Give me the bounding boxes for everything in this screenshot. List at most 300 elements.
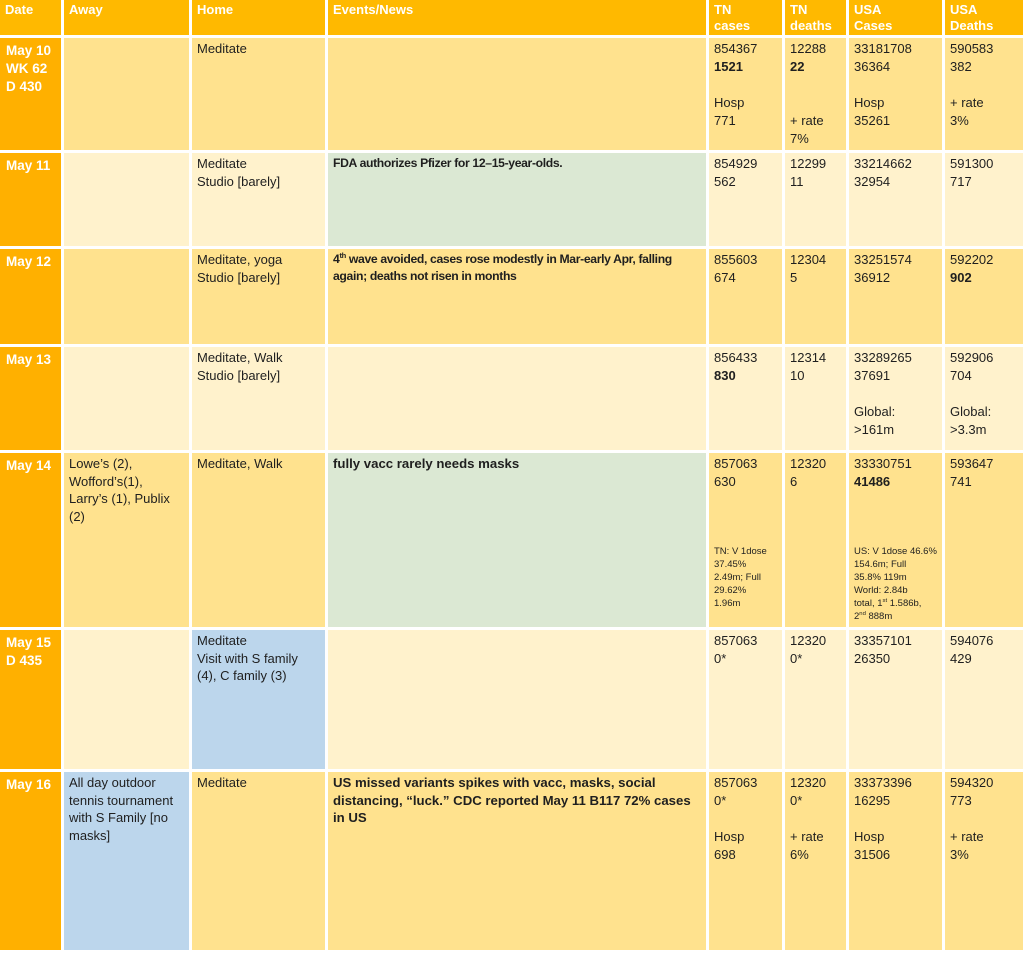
stat-line (714, 792, 777, 810)
tn-deaths-cell[interactable] (784, 771, 848, 952)
date-line: May 11 (6, 158, 51, 173)
stat-line (714, 584, 777, 597)
home-cell[interactable] (191, 248, 327, 346)
stat-line (854, 810, 937, 828)
stat-line (854, 571, 937, 584)
stat-line (790, 130, 841, 148)
col-header-usa-cases[interactable] (848, 0, 944, 37)
stat-line (714, 173, 777, 191)
home-line: Meditate, Walk (197, 350, 283, 365)
text-segment: 888m (865, 611, 893, 622)
text-segment: 5 (790, 270, 798, 285)
stat-line (950, 173, 1023, 191)
stat-line (790, 269, 841, 287)
date-line: May 13 (6, 352, 52, 367)
col-header-label: TN (714, 2, 732, 17)
text-segment: 593647 (950, 456, 994, 471)
text-segment: Hosp (854, 829, 885, 844)
stat-line (950, 632, 1023, 650)
stat-line (790, 473, 841, 491)
stat-line (714, 269, 777, 287)
stat-line (790, 792, 841, 810)
text-segment: total, 1 (854, 598, 883, 609)
tn-cases-cell[interactable] (708, 452, 784, 629)
stat-line (854, 367, 937, 385)
text-segment: 592202 (950, 252, 994, 267)
tn-cases-cell[interactable] (708, 248, 784, 346)
text-segment: 33373396 (854, 775, 912, 790)
stat-line (714, 155, 777, 173)
text-segment: 12320 (790, 456, 827, 471)
stat-line (714, 58, 777, 76)
text-segment: TN: V 1dose (714, 546, 767, 557)
events-paragraph (333, 251, 701, 286)
text-segment: 857063 (714, 633, 758, 648)
col-header-away[interactable] (63, 0, 191, 37)
date-line: May 15 (6, 635, 52, 650)
stat-line (854, 491, 937, 509)
text-segment: st (882, 597, 888, 604)
text-segment: Hosp (714, 95, 745, 110)
stat-line (790, 650, 841, 668)
table-body (0, 37, 1023, 952)
usa-deaths-cell[interactable] (944, 629, 1023, 771)
away-cell[interactable] (63, 346, 191, 452)
stat-line (790, 173, 841, 191)
stat-line (854, 251, 937, 269)
stat-line (950, 792, 1023, 810)
date-cell[interactable] (0, 248, 63, 346)
text-segment: 31506 (854, 847, 891, 862)
text-segment: 4 (333, 252, 340, 266)
stat-line (854, 632, 937, 650)
text-segment: 854367 (714, 41, 758, 56)
stat-line (854, 584, 937, 597)
date-line: May 16 (6, 777, 52, 792)
usa-cases-cell[interactable] (848, 452, 944, 629)
stat-line (790, 112, 841, 130)
stat-line (854, 473, 937, 491)
text-segment: + rate (950, 829, 984, 844)
away-cell[interactable] (63, 629, 191, 771)
home-line: Meditate (197, 156, 247, 171)
home-line: Meditate (197, 775, 247, 790)
stat-line (714, 571, 777, 584)
events-news-cell[interactable] (327, 452, 708, 629)
stat-line (790, 349, 841, 367)
usa-cases-cell[interactable] (848, 629, 944, 771)
col-header-label: Events/News (333, 2, 414, 17)
text-segment: 3% (950, 113, 969, 128)
text-segment: 902 (950, 270, 972, 285)
away-text: All day outdoor tennis tournament with S Family [no masks] (69, 775, 174, 843)
text-segment: 717 (950, 174, 972, 189)
stat-line (854, 455, 937, 473)
text-segment: US: V 1dose 46.6% (854, 546, 937, 557)
stat-line (714, 527, 777, 545)
text-segment: 35261 (854, 113, 891, 128)
stat-line (790, 94, 841, 112)
home-cell[interactable] (191, 346, 327, 452)
home-line: Visit with S family (4), C family (3) (197, 650, 298, 683)
table-row (0, 37, 1023, 152)
col-header-usa-deaths[interactable] (944, 0, 1023, 37)
stat-line (950, 810, 1023, 828)
text-segment: 36912 (854, 270, 891, 285)
usa-deaths-cell[interactable] (944, 452, 1023, 629)
stat-line (950, 473, 1023, 491)
text-segment: 154.6m; Full (854, 559, 907, 570)
text-segment: 590583 (950, 41, 994, 56)
text-segment: 0* (790, 651, 803, 666)
text-segment: Hosp (854, 95, 885, 110)
date-line: May 12 (6, 254, 52, 269)
stat-line (854, 545, 937, 558)
away-cell[interactable] (63, 152, 191, 248)
usa-cases-cell[interactable] (848, 248, 944, 346)
text-segment: US missed variants spikes with vacc, masks, social distancing, “luck.” CDC reported May 11 B117 72% cases in US (333, 775, 691, 825)
usa-deaths-cell[interactable] (944, 248, 1023, 346)
col-header-label: Home (197, 2, 234, 17)
text-segment: wave avoided, cases rose modestly in Mar-early Apr, falling again; deaths not risen in months (333, 252, 672, 284)
home-cell[interactable] (191, 37, 327, 152)
text-segment: 10 (790, 368, 805, 383)
home-line: Studio [barely] (197, 367, 281, 383)
usa-deaths-cell[interactable] (944, 152, 1023, 248)
stat-line (854, 509, 937, 527)
col-header-label2: Cases (854, 18, 893, 33)
col-header-label: TN (790, 2, 808, 17)
events-paragraph (333, 774, 701, 827)
stat-line (714, 545, 777, 558)
date-cell[interactable] (0, 152, 63, 248)
text-segment: 562 (714, 174, 736, 189)
stat-line (714, 774, 777, 792)
usa-cases-cell[interactable] (848, 346, 944, 452)
stat-line (790, 810, 841, 828)
text-segment: 2.49m; Full (714, 572, 761, 583)
text-segment: >161m (854, 422, 895, 437)
stat-line (950, 58, 1023, 76)
text-segment: 1.586b, (887, 598, 922, 609)
stat-line (950, 269, 1023, 287)
tn-cases-cell[interactable] (708, 771, 784, 952)
date-cell[interactable] (0, 771, 63, 952)
stat-line (714, 473, 777, 491)
stat-line (854, 94, 937, 112)
table-row (0, 629, 1023, 771)
text-segment: 26350 (854, 651, 891, 666)
stat-line (854, 421, 937, 439)
away-cell[interactable] (63, 452, 191, 629)
stat-line (854, 597, 937, 610)
text-segment: 12288 (790, 41, 827, 56)
stat-line (950, 385, 1023, 403)
events-news-cell[interactable] (327, 771, 708, 952)
stat-line (854, 269, 937, 287)
stat-line (950, 349, 1023, 367)
stat-line (790, 774, 841, 792)
date-cell[interactable] (0, 452, 63, 629)
text-segment: 1.96m (714, 598, 741, 609)
col-header-label: USA (950, 2, 978, 17)
table-row (0, 346, 1023, 452)
text-segment: 37.45% (714, 559, 747, 570)
stat-line (950, 251, 1023, 269)
text-segment: 33289265 (854, 350, 912, 365)
text-segment: 32954 (854, 174, 891, 189)
text-segment: 855603 (714, 252, 758, 267)
text-segment: 856433 (714, 350, 758, 365)
stat-line (950, 94, 1023, 112)
stat-line (854, 558, 937, 571)
text-segment: 771 (714, 113, 736, 128)
stat-line (714, 828, 777, 846)
text-segment: 6% (790, 847, 809, 862)
home-cell[interactable] (191, 629, 327, 771)
stat-line (854, 650, 937, 668)
stat-line (790, 846, 841, 864)
text-segment: 22 (790, 59, 805, 74)
stat-line (854, 846, 937, 864)
usa-cases-cell[interactable] (848, 771, 944, 952)
text-segment: 12320 (790, 633, 827, 648)
text-segment: 33214662 (854, 156, 912, 171)
tn-cases-cell[interactable] (708, 346, 784, 452)
home-line: Studio [barely] (197, 173, 281, 189)
text-segment: 1521 (714, 59, 743, 74)
text-segment: 857063 (714, 456, 758, 471)
stat-line (854, 155, 937, 173)
date-line: D 435 (6, 653, 43, 668)
text-segment: 0* (714, 651, 727, 666)
stat-line (790, 367, 841, 385)
stat-line (790, 155, 841, 173)
usa-deaths-cell[interactable] (944, 37, 1023, 152)
stat-line (790, 828, 841, 846)
text-segment: 12299 (790, 156, 827, 171)
stat-line (854, 828, 937, 846)
stat-line (714, 76, 777, 94)
stat-line (790, 632, 841, 650)
table-row (0, 152, 1023, 248)
text-segment: 0* (714, 793, 727, 808)
stat-line (714, 810, 777, 828)
stat-line (714, 632, 777, 650)
usa-deaths-cell[interactable] (944, 771, 1023, 952)
tn-deaths-cell[interactable] (784, 346, 848, 452)
table-row (0, 248, 1023, 346)
date-cell[interactable] (0, 629, 63, 771)
away-cell[interactable] (63, 248, 191, 346)
stat-line (950, 76, 1023, 94)
stat-line (714, 251, 777, 269)
tn-deaths-cell[interactable] (784, 452, 848, 629)
text-segment: 7% (790, 131, 809, 146)
text-segment: 11 (790, 174, 804, 189)
stat-line (854, 792, 937, 810)
home-line: Meditate (197, 41, 247, 56)
text-segment: 698 (714, 847, 736, 862)
home-cell[interactable] (191, 771, 327, 952)
text-segment: 3% (950, 847, 969, 862)
events-paragraph (333, 155, 701, 172)
text-segment: 382 (950, 59, 972, 74)
stat-line (714, 367, 777, 385)
stat-line (714, 509, 777, 527)
events-news-cell[interactable] (327, 346, 708, 452)
text-segment: fully vacc rarely needs masks (333, 456, 520, 471)
home-cell[interactable] (191, 152, 327, 248)
table-row (0, 452, 1023, 629)
stat-line (950, 367, 1023, 385)
away-cell[interactable] (63, 771, 191, 952)
text-segment: 674 (714, 270, 736, 285)
tn-cases-cell[interactable] (708, 37, 784, 152)
home-line: Meditate (197, 633, 247, 648)
home-line: Meditate, Walk (197, 456, 283, 471)
stat-line (854, 527, 937, 545)
col-header-label2: deaths (790, 18, 832, 33)
text-segment: 594076 (950, 633, 994, 648)
text-segment: 594320 (950, 775, 994, 790)
events-news-cell[interactable] (327, 248, 708, 346)
usa-cases-cell[interactable] (848, 152, 944, 248)
text-segment: + rate (790, 829, 824, 844)
text-segment: 33251574 (854, 252, 912, 267)
col-header-tn-cases[interactable] (708, 0, 784, 37)
stat-line (950, 650, 1023, 668)
stat-line (854, 58, 937, 76)
stat-line (854, 40, 937, 58)
events-paragraph (333, 455, 701, 473)
stat-line (714, 491, 777, 509)
text-segment: 41486 (854, 474, 891, 489)
text-segment: World: 2.84b (854, 585, 908, 596)
text-segment: 773 (950, 793, 972, 808)
col-header-date[interactable] (0, 0, 63, 37)
text-segment: 429 (950, 651, 972, 666)
col-header-home[interactable] (191, 0, 327, 37)
text-segment: 857063 (714, 775, 758, 790)
stat-line (950, 155, 1023, 173)
col-header-events-news[interactable] (327, 0, 708, 37)
text-segment: 29.62% (714, 585, 747, 596)
col-header-label2: cases (714, 18, 751, 33)
text-segment: Hosp (714, 829, 745, 844)
stat-line (950, 40, 1023, 58)
text-segment: FDA authorizes Pfizer for 12–15-year-olds. (333, 156, 563, 170)
stat-line (714, 846, 777, 864)
text-segment: 2 (854, 611, 860, 622)
away-text: Lowe’s (2), Wofford’s(1), Larry’s (1), Publix (2) (69, 456, 170, 524)
text-segment: Global: (950, 404, 992, 419)
text-segment: 33357101 (854, 633, 912, 648)
stat-line (714, 558, 777, 571)
stat-line (854, 76, 937, 94)
tn-deaths-cell[interactable] (784, 37, 848, 152)
header-row (0, 0, 1023, 37)
date-line: May 14 (6, 458, 52, 473)
date-cell[interactable] (0, 346, 63, 452)
tn-cases-cell[interactable] (708, 629, 784, 771)
col-header-label: Away (69, 2, 103, 17)
col-header-tn-deaths[interactable] (784, 0, 848, 37)
stat-line (950, 403, 1023, 421)
text-segment: 12304 (790, 252, 827, 267)
text-segment: nd (859, 610, 866, 617)
text-segment: th (339, 250, 346, 260)
stat-line (790, 455, 841, 473)
stat-line (790, 58, 841, 76)
text-segment: 36364 (854, 59, 891, 74)
text-segment: 35.8% 119m (854, 572, 907, 583)
text-segment: >3.3m (950, 422, 987, 437)
stat-line (950, 846, 1023, 864)
date-cell[interactable] (0, 37, 63, 152)
stat-line (854, 774, 937, 792)
stat-line (854, 403, 937, 421)
col-header-label: USA (854, 2, 882, 17)
date-line: D 430 (6, 79, 43, 94)
text-segment: 33330751 (854, 456, 912, 471)
stat-line (854, 349, 937, 367)
stat-line (854, 173, 937, 191)
text-segment: Global: (854, 404, 896, 419)
text-segment: 0* (790, 793, 803, 808)
table-row (0, 771, 1023, 952)
date-line: WK 62 (6, 61, 48, 76)
stat-line (790, 76, 841, 94)
stat-line (714, 455, 777, 473)
text-segment: 591300 (950, 156, 994, 171)
stat-line (950, 112, 1023, 130)
text-segment: 37691 (854, 368, 891, 383)
events-news-cell[interactable] (327, 629, 708, 771)
tn-deaths-cell[interactable] (784, 248, 848, 346)
stat-line (714, 597, 777, 610)
text-segment: 6 (790, 474, 798, 489)
usa-cases-cell[interactable] (848, 37, 944, 152)
text-segment: 630 (714, 474, 736, 489)
home-cell[interactable] (191, 452, 327, 629)
text-segment: 16295 (854, 793, 891, 808)
text-segment: 12314 (790, 350, 827, 365)
text-segment: 854929 (714, 156, 758, 171)
text-segment: 33181708 (854, 41, 912, 56)
events-news-cell[interactable] (327, 37, 708, 152)
tn-cases-cell[interactable] (708, 152, 784, 248)
stat-line (854, 610, 937, 623)
events-news-cell[interactable] (327, 152, 708, 248)
usa-deaths-cell[interactable] (944, 346, 1023, 452)
stat-line (854, 385, 937, 403)
col-header-label: Date (5, 2, 34, 17)
text-segment: 592906 (950, 350, 994, 365)
text-segment: + rate (790, 113, 824, 128)
text-segment: 741 (950, 474, 972, 489)
text-segment: 704 (950, 368, 972, 383)
text-segment: 12320 (790, 775, 827, 790)
stat-line (790, 40, 841, 58)
stat-line (950, 828, 1023, 846)
away-cell[interactable] (63, 37, 191, 152)
tn-deaths-cell[interactable] (784, 629, 848, 771)
tn-deaths-cell[interactable] (784, 152, 848, 248)
stat-line (714, 40, 777, 58)
col-header-label2: Deaths (950, 18, 994, 33)
stat-line (950, 774, 1023, 792)
